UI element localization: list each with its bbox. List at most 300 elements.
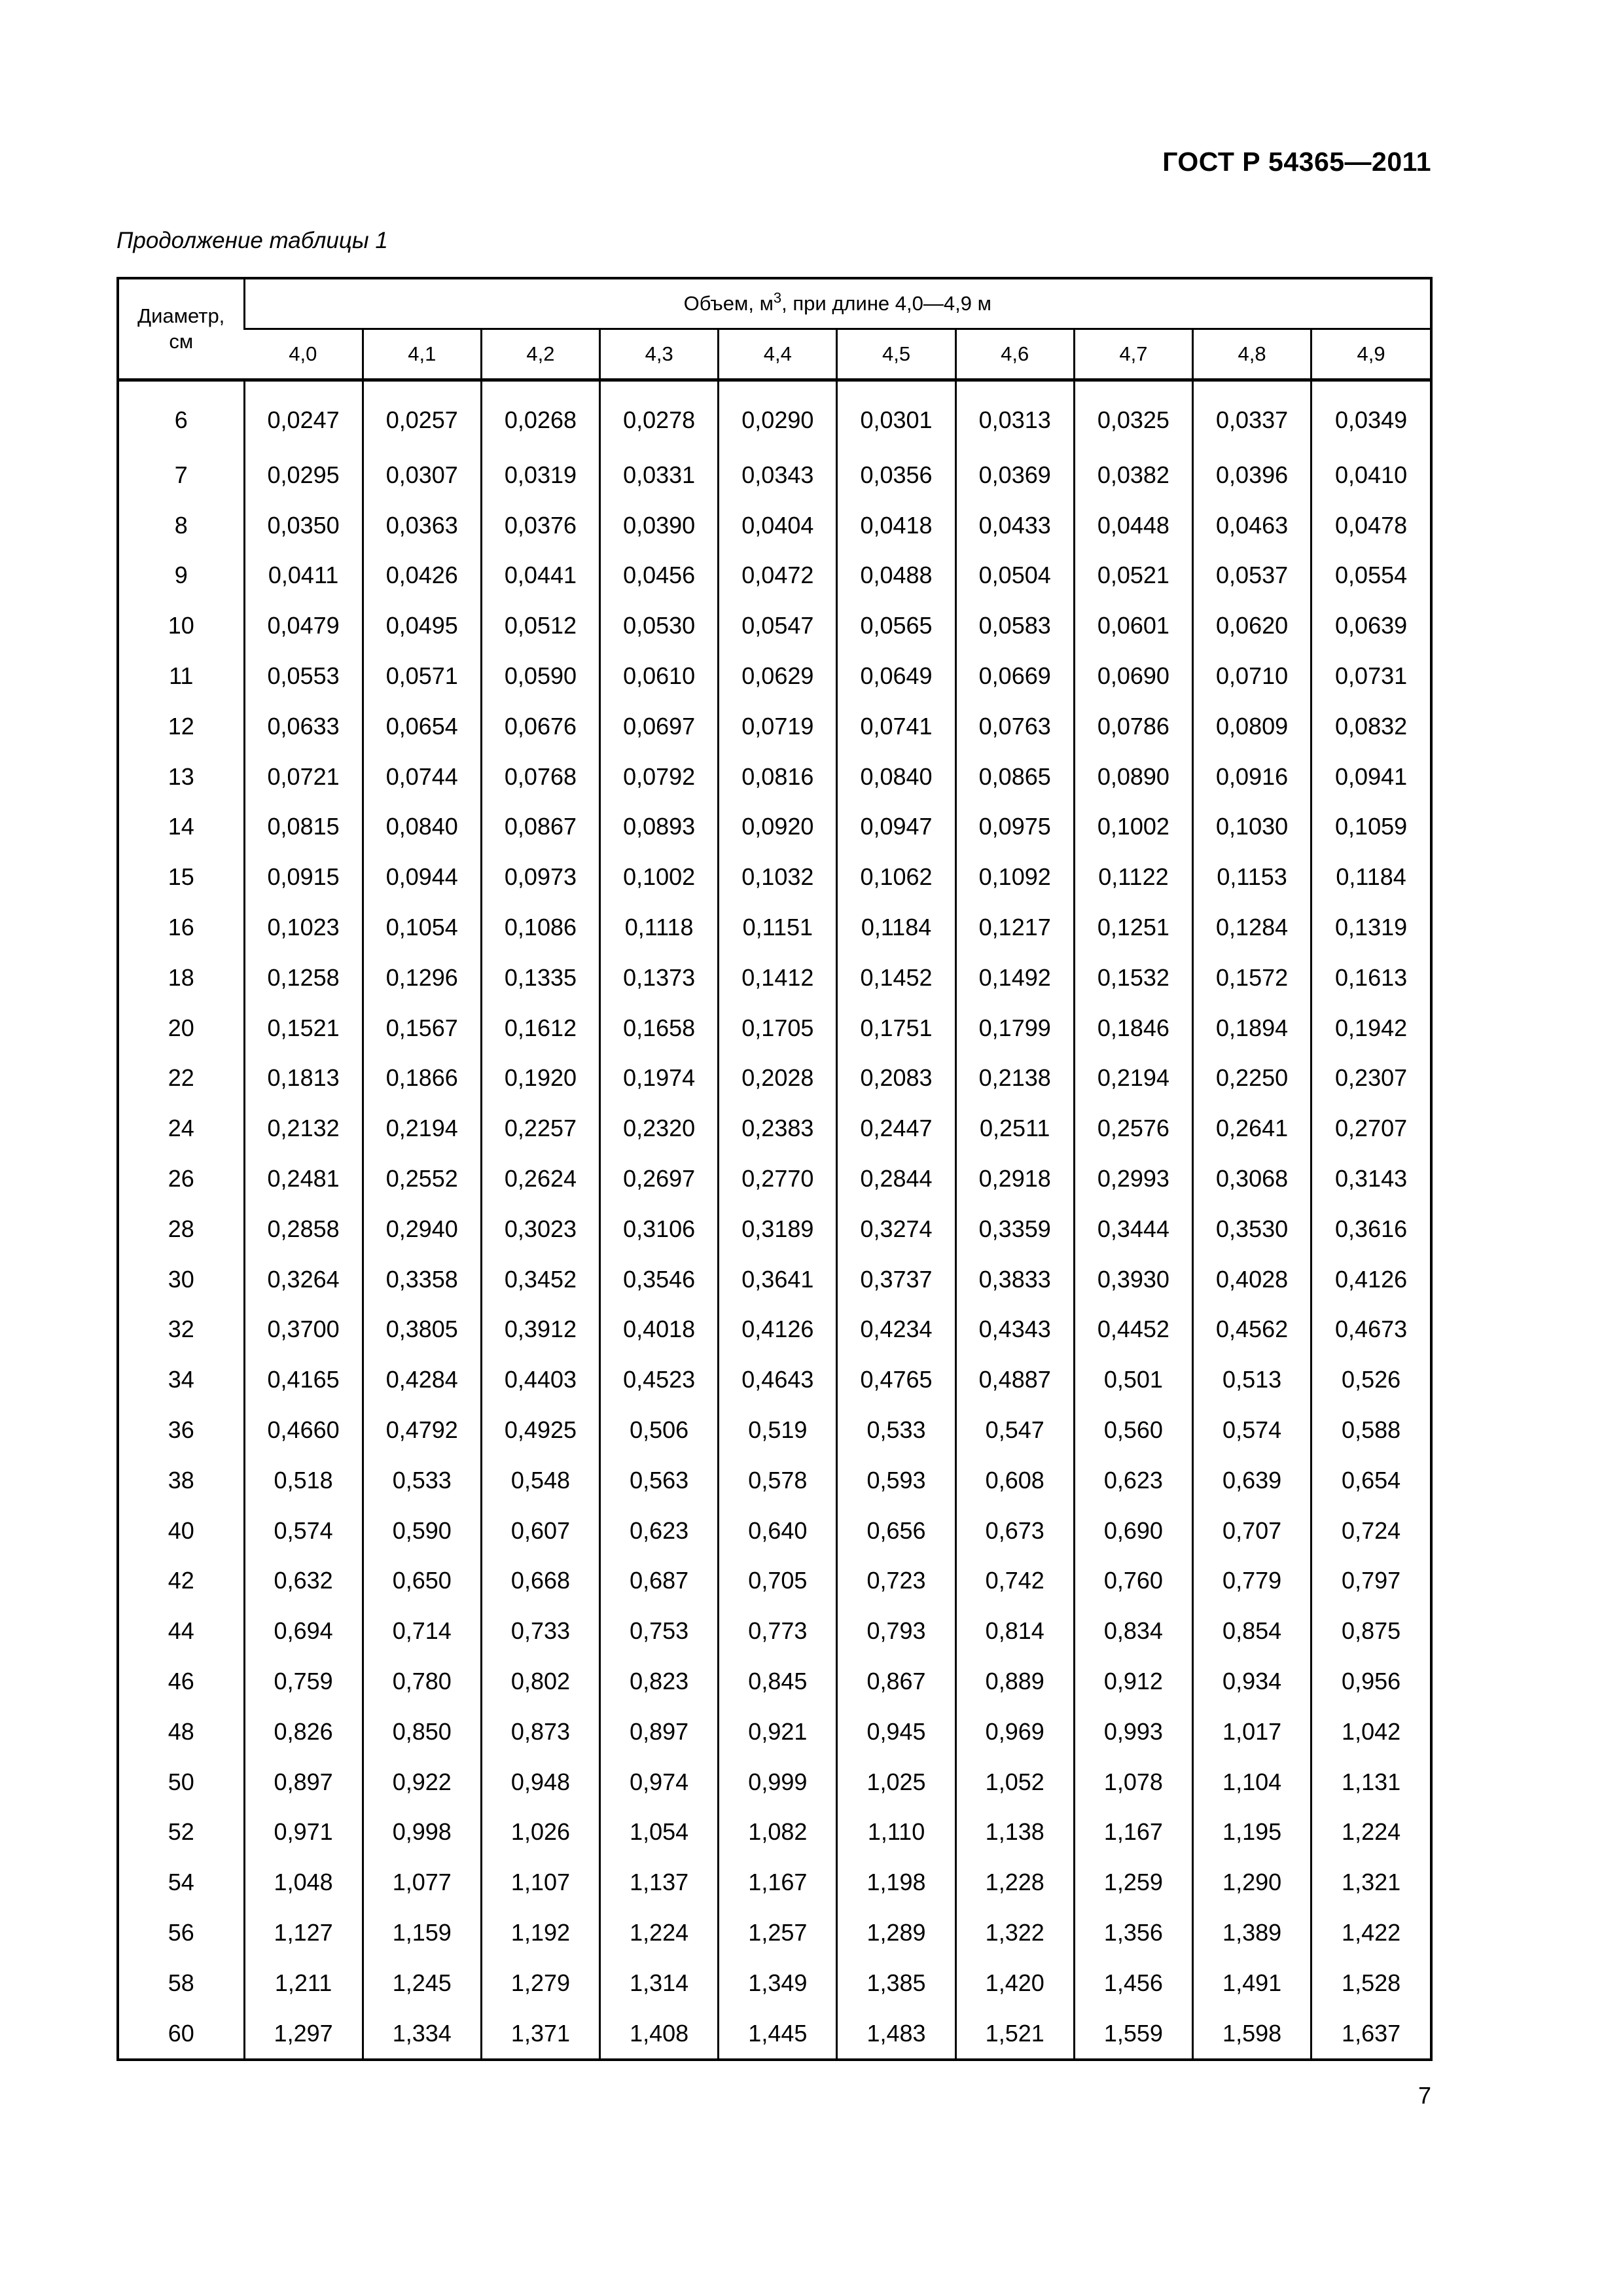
diameter-cell: 58 — [168, 1969, 194, 1996]
diameter-cell: 9 — [174, 562, 188, 589]
volume-cell: 0,826 — [244, 1706, 363, 1757]
volume-cell: 1,279 — [481, 1958, 599, 2008]
volume-cell: 0,1002 — [600, 852, 719, 903]
volume-cell: 0,2481 — [244, 1154, 363, 1204]
table-row — [119, 1405, 1430, 1456]
table-row — [119, 852, 1430, 903]
volume-cell: 0,2083 — [837, 1053, 955, 1103]
diameter-cell: 28 — [168, 1215, 194, 1242]
volume-cell: 0,3805 — [363, 1304, 481, 1355]
volume-cell: 0,1002 — [1074, 802, 1192, 852]
volume-cell: 0,0583 — [955, 601, 1074, 651]
volume-cell: 0,506 — [600, 1405, 719, 1456]
volume-cell: 0,1613 — [1311, 952, 1430, 1003]
volume-cell: 0,0620 — [1193, 601, 1311, 651]
volume-cell: 0,0744 — [363, 751, 481, 802]
diameter-cell: 11 — [169, 662, 194, 690]
volume-cell: 0,0697 — [600, 701, 719, 751]
volume-cell: 0,0565 — [837, 601, 955, 651]
volume-cell: 0,0719 — [719, 701, 837, 751]
diameter-cell: 54 — [168, 1869, 194, 1896]
diameter-cell: 6 — [174, 406, 188, 434]
length-header-cell: 4,7 — [1074, 329, 1192, 380]
volume-cell: 0,4643 — [719, 1355, 837, 1405]
volume-cell: 0,759 — [244, 1657, 363, 1707]
volume-cell: 1,297 — [244, 2008, 363, 2058]
volume-cell: 0,1023 — [244, 903, 363, 953]
volume-cell: 0,0731 — [1311, 651, 1430, 702]
volume-cell: 0,0601 — [1074, 601, 1192, 651]
volume-cell: 0,779 — [1193, 1556, 1311, 1606]
volume-cell: 1,198 — [837, 1857, 955, 1908]
volume-cell: 0,0590 — [481, 651, 599, 702]
page-number: 7 — [1418, 2082, 1431, 2109]
volume-cell: 0,0537 — [1193, 550, 1311, 601]
volume-cell: 0,0396 — [1193, 450, 1311, 500]
volume-cell: 0,574 — [244, 1505, 363, 1556]
volume-cell: 0,0319 — [481, 450, 599, 500]
diameter-cell: 32 — [168, 1316, 194, 1343]
table-row — [119, 701, 1430, 751]
volume-cell: 0,0382 — [1074, 450, 1192, 500]
volume-cell: 0,2383 — [719, 1103, 837, 1154]
volume-cell: 0,1258 — [244, 952, 363, 1003]
volume-cell: 0,3068 — [1193, 1154, 1311, 1204]
volume-cell: 0,4660 — [244, 1405, 363, 1456]
volume-cell: 0,2028 — [719, 1053, 837, 1103]
volume-cell: 0,0479 — [244, 601, 363, 651]
volume-cell: 0,1032 — [719, 852, 837, 903]
volume-cell: 0,1054 — [363, 903, 481, 953]
volume-cell: 0,623 — [1074, 1455, 1192, 1505]
volume-cell: 0,548 — [481, 1455, 599, 1505]
volume-cell: 0,733 — [481, 1606, 599, 1657]
diameter-cell: 14 — [168, 813, 194, 840]
volume-cell: 0,3143 — [1311, 1154, 1430, 1204]
volume-cell: 0,4284 — [363, 1355, 481, 1405]
diameter-header-line2: см — [169, 329, 194, 353]
volume-cell: 0,956 — [1311, 1657, 1430, 1707]
volume-cell: 0,1412 — [719, 952, 837, 1003]
volume-cell: 1,385 — [837, 1958, 955, 2008]
volume-cell: 0,1030 — [1193, 802, 1311, 852]
diameter-cell: 50 — [168, 1768, 194, 1795]
volume-cell: 0,1151 — [719, 903, 837, 953]
volume-cell: 0,574 — [1193, 1405, 1311, 1456]
volume-cell: 0,993 — [1074, 1706, 1192, 1757]
volume-cell: 0,0363 — [363, 500, 481, 550]
volume-cell: 1,528 — [1311, 1958, 1430, 2008]
volume-cell: 0,0890 — [1074, 751, 1192, 802]
volume-cell: 1,349 — [719, 1958, 837, 2008]
table-row — [119, 751, 1430, 802]
volume-cell: 1,127 — [244, 1908, 363, 1958]
volume-cell: 0,639 — [1193, 1455, 1311, 1505]
volume-cell: 0,0554 — [1311, 550, 1430, 601]
volume-cell: 0,3616 — [1311, 1204, 1430, 1254]
volume-cell: 0,742 — [955, 1556, 1074, 1606]
volume-cell: 0,1813 — [244, 1053, 363, 1103]
table-row — [119, 1053, 1430, 1103]
table-row — [119, 1857, 1430, 1908]
volume-cell: 0,0893 — [600, 802, 719, 852]
volume-cell: 0,4562 — [1193, 1304, 1311, 1355]
length-header-cell: 4,8 — [1193, 329, 1311, 380]
volume-cell: 1,211 — [244, 1958, 363, 2008]
diameter-header — [119, 279, 244, 380]
volume-cell: 0,2576 — [1074, 1103, 1192, 1154]
volume-cell: 0,0488 — [837, 550, 955, 601]
diameter-cell: 48 — [168, 1717, 194, 1745]
volume-cell: 1,356 — [1074, 1908, 1192, 1958]
volume-cell: 0,0426 — [363, 550, 481, 601]
volume-cell: 0,650 — [363, 1556, 481, 1606]
volume-cell: 0,1335 — [481, 952, 599, 1003]
volume-cell: 0,3189 — [719, 1204, 837, 1254]
volume-cell: 1,289 — [837, 1908, 955, 1958]
diameter-cell: 24 — [168, 1115, 194, 1142]
volume-cell: 0,4018 — [600, 1304, 719, 1355]
volume-cell: 0,0521 — [1074, 550, 1192, 601]
volume-cell: 0,948 — [481, 1757, 599, 1807]
volume-cell: 0,4028 — [1193, 1254, 1311, 1304]
volume-cell: 0,4126 — [1311, 1254, 1430, 1304]
volume-cell: 0,0815 — [244, 802, 363, 852]
table-body — [119, 380, 1430, 2059]
volume-cell: 0,607 — [481, 1505, 599, 1556]
volume-cell: 0,773 — [719, 1606, 837, 1657]
volume-cell: 0,1492 — [955, 952, 1074, 1003]
volume-cell: 0,3546 — [600, 1254, 719, 1304]
volume-cell: 0,1092 — [955, 852, 1074, 903]
volume-cell: 0,0411 — [244, 550, 363, 601]
volume-cell: 0,969 — [955, 1706, 1074, 1757]
volume-cell: 0,4523 — [600, 1355, 719, 1405]
volume-cell: 1,420 — [955, 1958, 1074, 2008]
volume-cell: 0,834 — [1074, 1606, 1192, 1657]
diameter-cell: 56 — [168, 1918, 194, 1946]
volume-cell: 1,389 — [1193, 1908, 1311, 1958]
volume-cell: 0,0410 — [1311, 450, 1430, 500]
volume-cell: 0,3930 — [1074, 1254, 1192, 1304]
volume-cell: 0,0290 — [719, 380, 837, 450]
volume-cell: 0,0257 — [363, 380, 481, 450]
volume-cell: 1,408 — [600, 2008, 719, 2058]
volume-cell: 0,3264 — [244, 1254, 363, 1304]
volume-cell: 0,0633 — [244, 701, 363, 751]
volume-cell: 0,1799 — [955, 1003, 1074, 1053]
volume-cell: 0,513 — [1193, 1355, 1311, 1405]
volume-cell: 0,3530 — [1193, 1204, 1311, 1254]
volume-cell: 0,1572 — [1193, 952, 1311, 1003]
volume-table — [119, 279, 1430, 2058]
diameter-cell: 40 — [168, 1516, 194, 1544]
volume-cell: 0,793 — [837, 1606, 955, 1657]
volume-cell: 0,2447 — [837, 1103, 955, 1154]
volume-cell: 0,4792 — [363, 1405, 481, 1456]
table-row — [119, 1757, 1430, 1807]
volume-cell: 0,780 — [363, 1657, 481, 1707]
volume-cell: 0,4126 — [719, 1304, 837, 1355]
volume-cell: 0,0313 — [955, 380, 1074, 450]
volume-cell: 0,0916 — [1193, 751, 1311, 802]
volume-cell: 0,0343 — [719, 450, 837, 500]
volume-cell: 0,0721 — [244, 751, 363, 802]
volume-cell: 0,673 — [955, 1505, 1074, 1556]
length-header-cell: 4,4 — [719, 329, 837, 380]
volume-cell: 0,0463 — [1193, 500, 1311, 550]
volume-cell: 1,321 — [1311, 1857, 1430, 1908]
length-header-cell: 4,2 — [481, 329, 599, 380]
table-row — [119, 1505, 1430, 1556]
volume-cell: 0,760 — [1074, 1556, 1192, 1606]
volume-cell: 1,637 — [1311, 2008, 1430, 2058]
volume-cell: 0,1974 — [600, 1053, 719, 1103]
volume-cell: 0,0331 — [600, 450, 719, 500]
volume-cell: 0,608 — [955, 1455, 1074, 1505]
volume-cell: 0,0676 — [481, 701, 599, 751]
volume-cell: 0,668 — [481, 1556, 599, 1606]
volume-cell: 0,2624 — [481, 1154, 599, 1204]
volume-cell: 0,3641 — [719, 1254, 837, 1304]
volume-cell: 1,054 — [600, 1807, 719, 1857]
volume-cell: 0,1751 — [837, 1003, 955, 1053]
diameter-cell: 60 — [168, 2019, 194, 2047]
volume-cell: 0,1705 — [719, 1003, 837, 1053]
volume-cell: 0,0350 — [244, 500, 363, 550]
volume-cell: 1,131 — [1311, 1757, 1430, 1807]
diameter-cell: 26 — [168, 1165, 194, 1192]
diameter-cell: 22 — [168, 1064, 194, 1092]
volume-cell: 0,687 — [600, 1556, 719, 1606]
volume-cell: 1,259 — [1074, 1857, 1192, 1908]
volume-cell: 0,560 — [1074, 1405, 1192, 1456]
volume-cell: 0,2132 — [244, 1103, 363, 1154]
length-header-cell: 4,1 — [363, 329, 481, 380]
volume-cell: 0,0840 — [837, 751, 955, 802]
volume-cell: 0,3359 — [955, 1204, 1074, 1254]
volume-cell: 1,245 — [363, 1958, 481, 2008]
volume-header — [244, 279, 1430, 329]
length-header-cell: 4,3 — [600, 329, 719, 380]
volume-cell: 0,0915 — [244, 852, 363, 903]
volume-cell: 0,533 — [363, 1455, 481, 1505]
volume-cell: 0,0669 — [955, 651, 1074, 702]
volume-cell: 0,873 — [481, 1706, 599, 1757]
volume-cell: 0,1373 — [600, 952, 719, 1003]
volume-cell: 0,1184 — [1311, 852, 1430, 903]
volume-cell: 1,107 — [481, 1857, 599, 1908]
table-row — [119, 601, 1430, 651]
volume-cell: 0,2194 — [363, 1103, 481, 1154]
volume-cell: 0,547 — [955, 1405, 1074, 1456]
diameter-cell: 8 — [174, 511, 188, 539]
volume-cell: 0,578 — [719, 1455, 837, 1505]
volume-cell: 0,705 — [719, 1556, 837, 1606]
length-header-row — [119, 329, 1430, 380]
volume-cell: 0,897 — [600, 1706, 719, 1757]
volume-cell: 0,4403 — [481, 1355, 599, 1405]
volume-cell: 1,167 — [1074, 1807, 1192, 1857]
volume-cell: 0,999 — [719, 1757, 837, 1807]
volume-cell: 0,0268 — [481, 380, 599, 450]
volume-cell: 0,533 — [837, 1405, 955, 1456]
table-row — [119, 1154, 1430, 1204]
volume-cell: 0,2320 — [600, 1103, 719, 1154]
volume-cell: 0,3833 — [955, 1254, 1074, 1304]
volume-cell: 1,159 — [363, 1908, 481, 1958]
volume-cell: 1,228 — [955, 1857, 1074, 1908]
table-row — [119, 1304, 1430, 1355]
volume-cell: 0,0325 — [1074, 380, 1192, 450]
volume-cell: 0,0441 — [481, 550, 599, 601]
volume-cell: 0,690 — [1074, 1505, 1192, 1556]
volume-cell: 0,4765 — [837, 1355, 955, 1405]
table-row — [119, 550, 1430, 601]
volume-cell: 0,2844 — [837, 1154, 955, 1204]
volume-cell: 0,850 — [363, 1706, 481, 1757]
volume-cell: 0,4343 — [955, 1304, 1074, 1355]
volume-cell: 0,0867 — [481, 802, 599, 852]
volume-cell: 0,588 — [1311, 1405, 1430, 1456]
volume-cell: 0,2552 — [363, 1154, 481, 1204]
volume-cell: 0,0816 — [719, 751, 837, 802]
volume-cell: 0,640 — [719, 1505, 837, 1556]
volume-cell: 0,623 — [600, 1505, 719, 1556]
diameter-cell: 36 — [168, 1416, 194, 1443]
volume-cell: 1,110 — [837, 1807, 955, 1857]
volume-cell: 1,224 — [1311, 1807, 1430, 1857]
volume-cell: 0,0418 — [837, 500, 955, 550]
volume-cell: 0,0975 — [955, 802, 1074, 852]
volume-cell: 0,845 — [719, 1657, 837, 1707]
volume-cell: 1,042 — [1311, 1706, 1430, 1757]
volume-cell: 1,483 — [837, 2008, 955, 2058]
volume-cell: 1,224 — [600, 1908, 719, 1958]
volume-cell: 0,656 — [837, 1505, 955, 1556]
table-row — [119, 1706, 1430, 1757]
volume-cell: 0,0337 — [1193, 380, 1311, 450]
volume-cell: 0,0433 — [955, 500, 1074, 550]
volume-cell: 0,0278 — [600, 380, 719, 450]
table-row — [119, 1657, 1430, 1707]
volume-cell: 0,0639 — [1311, 601, 1430, 651]
volume-cell: 1,445 — [719, 2008, 837, 2058]
diameter-cell: 44 — [168, 1617, 194, 1645]
volume-cell: 1,017 — [1193, 1706, 1311, 1757]
volume-cell: 0,518 — [244, 1455, 363, 1505]
volume-cell: 0,753 — [600, 1606, 719, 1657]
volume-cell: 0,0495 — [363, 601, 481, 651]
volume-cell: 0,2641 — [1193, 1103, 1311, 1154]
table-row — [119, 1204, 1430, 1254]
volume-cell: 0,823 — [600, 1657, 719, 1707]
volume-cell: 0,501 — [1074, 1355, 1192, 1405]
volume-cell: 1,491 — [1193, 1958, 1311, 2008]
diameter-cell: 38 — [168, 1466, 194, 1494]
volume-cell: 0,1532 — [1074, 952, 1192, 1003]
table-row — [119, 500, 1430, 550]
volume-cell: 0,0610 — [600, 651, 719, 702]
table-caption: Продолжение таблицы 1 — [116, 228, 388, 253]
volume-cell: 1,167 — [719, 1857, 837, 1908]
length-header-cell: 4,9 — [1311, 329, 1430, 380]
volume-cell: 1,052 — [955, 1757, 1074, 1807]
volume-cell: 0,519 — [719, 1405, 837, 1456]
volume-cell: 1,290 — [1193, 1857, 1311, 1908]
volume-cell: 0,3358 — [363, 1254, 481, 1304]
volume-cell: 0,0832 — [1311, 701, 1430, 751]
volume-cell: 0,563 — [600, 1455, 719, 1505]
volume-cell: 0,802 — [481, 1657, 599, 1707]
diameter-header-line1: Диаметр, — [137, 304, 225, 327]
diameter-cell: 16 — [168, 914, 194, 941]
volume-cell: 1,026 — [481, 1807, 599, 1857]
length-header-cell: 4,6 — [955, 329, 1074, 380]
volume-cell: 0,0865 — [955, 751, 1074, 802]
volume-cell: 1,422 — [1311, 1908, 1430, 1958]
volume-cell: 0,797 — [1311, 1556, 1430, 1606]
volume-cell: 0,1319 — [1311, 903, 1430, 953]
volume-cell: 0,0763 — [955, 701, 1074, 751]
volume-cell: 0,0629 — [719, 651, 837, 702]
volume-cell: 0,854 — [1193, 1606, 1311, 1657]
volume-cell: 0,0478 — [1311, 500, 1430, 550]
volume-cell: 0,1567 — [363, 1003, 481, 1053]
table-row — [119, 1455, 1430, 1505]
volume-cell: 0,2257 — [481, 1103, 599, 1154]
volume-header-pre: Объем, м — [683, 292, 774, 315]
volume-cell: 0,0571 — [363, 651, 481, 702]
table-row — [119, 802, 1430, 852]
volume-cell: 0,1086 — [481, 903, 599, 953]
table-row — [119, 1254, 1430, 1304]
diameter-cell: 18 — [168, 963, 194, 991]
volume-cell: 0,0654 — [363, 701, 481, 751]
volume-cell: 0,912 — [1074, 1657, 1192, 1707]
volume-cell: 1,456 — [1074, 1958, 1192, 2008]
volume-cell: 0,1846 — [1074, 1003, 1192, 1053]
volume-cell: 0,971 — [244, 1807, 363, 1857]
diameter-cell: 13 — [168, 762, 194, 790]
volume-cell: 1,048 — [244, 1857, 363, 1908]
volume-cell: 0,889 — [955, 1657, 1074, 1707]
volume-cell: 0,1284 — [1193, 903, 1311, 953]
volume-cell: 0,0369 — [955, 450, 1074, 500]
volume-cell: 0,1059 — [1311, 802, 1430, 852]
diameter-cell: 12 — [168, 712, 194, 740]
volume-cell: 0,3452 — [481, 1254, 599, 1304]
volume-cell: 0,1658 — [600, 1003, 719, 1053]
table-row — [119, 1606, 1430, 1657]
volume-cell: 0,945 — [837, 1706, 955, 1757]
volume-cell: 0,0307 — [363, 450, 481, 500]
table-row — [119, 651, 1430, 702]
volume-cell: 0,2940 — [363, 1204, 481, 1254]
volume-cell: 0,2511 — [955, 1103, 1074, 1154]
table-row — [119, 903, 1430, 953]
volume-cell: 0,3912 — [481, 1304, 599, 1355]
volume-cell: 1,082 — [719, 1807, 837, 1857]
volume-cell: 1,257 — [719, 1908, 837, 1958]
volume-cell: 0,0472 — [719, 550, 837, 601]
volume-cell: 0,2307 — [1311, 1053, 1430, 1103]
volume-cell: 1,078 — [1074, 1757, 1192, 1807]
volume-cell: 0,0941 — [1311, 751, 1430, 802]
volume-cell: 0,593 — [837, 1455, 955, 1505]
volume-cell: 1,314 — [600, 1958, 719, 2008]
volume-cell: 0,632 — [244, 1556, 363, 1606]
